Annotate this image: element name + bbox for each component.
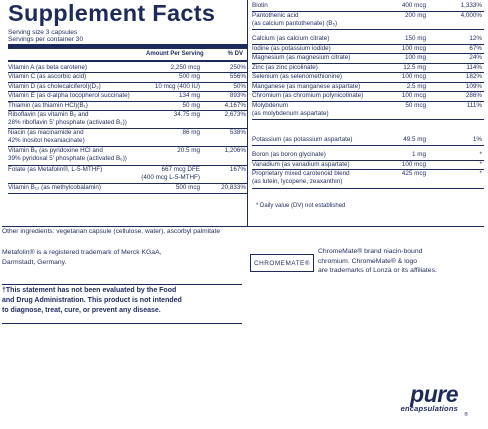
nutrient-dv: 182% — [465, 73, 482, 80]
nutrient-amount: 2.5 mg — [406, 82, 426, 90]
nutrient-name: Potassium (as potassium aspartate) — [252, 136, 353, 143]
supplement-facts-panel — [2, 0, 484, 227]
nutrient-amount: 50 mcg — [405, 101, 426, 109]
nutrient-dv: 50% — [233, 82, 246, 90]
nutrient-dv: 538% — [229, 129, 246, 136]
note-line: are trademarks of Lonza or its affiliates. — [318, 267, 437, 275]
nutrient-row — [252, 45, 484, 55]
nutrient-name: Magnesium (as magnesium citrate) — [252, 54, 351, 61]
nutrient-dv: * — [479, 170, 482, 177]
note-line: chromium. ChromeMate® & logo — [318, 257, 418, 265]
nutrient-row — [8, 83, 248, 93]
nutrient-amount: 400 mcg — [401, 2, 426, 9]
nutrient-row — [252, 12, 484, 30]
nutrient-dv: 556% — [229, 73, 246, 80]
nutrient-row — [8, 129, 248, 147]
nutrient-name: Folate (as Metafolin®, L-5-MTHF) — [8, 165, 103, 173]
nutrient-name: Selenium (as selenomethionine) — [252, 73, 342, 80]
nutrient-row — [252, 54, 484, 64]
nutrient-row — [8, 73, 248, 83]
nutrient-row — [252, 92, 484, 102]
nutrient-dv: 20,833% — [221, 184, 246, 191]
nutrient-name-line2: 28% riboflavin 5' phosphate (activated B₂)) — [8, 119, 127, 127]
fda-disclaimer — [2, 284, 242, 324]
nutrient-amount: 2,250 mcg — [170, 64, 200, 71]
nutrient-dv: * — [479, 151, 482, 158]
nutrient-dv: 67% — [469, 44, 482, 52]
serving-size: Serving size 3 capsules — [8, 29, 78, 36]
facts-right-column — [250, 0, 484, 226]
nutrient-name: Zinc (as zinc picolinate) — [252, 63, 318, 71]
nutrient-row — [8, 147, 248, 166]
nutrient-dv: 1,206% — [224, 147, 246, 154]
dv-footnote: * Daily value (DV) not established — [256, 203, 346, 209]
nutrient-name-line2: (as lutein, lycopene, zeaxanthin) — [252, 178, 343, 186]
brand-name: pure — [410, 381, 458, 407]
nutrient-name: Boron (as boron glycinate) — [252, 151, 326, 158]
nutrient-name: Vitamin B₆ (as pyridoxine HCl and — [8, 147, 103, 154]
nutrient-row — [252, 2, 484, 12]
chromemate-trademark-note — [318, 247, 486, 276]
nutrient-dv: 167% — [229, 165, 246, 173]
nutrient-row — [252, 170, 484, 189]
nutrient-name-line2: 39% pyridoxal 5' phosphate (activated B₆)) — [8, 155, 127, 163]
nutrient-name: Vitamin C (as ascorbic acid) — [8, 73, 87, 80]
nutrient-amount: 86 mg — [182, 129, 200, 136]
nutrient-row — [8, 64, 248, 73]
nutrient-name: Niacin (as niacinamide and — [8, 129, 84, 136]
nutrient-row — [252, 35, 484, 45]
nutrient-row — [252, 161, 484, 171]
note-line: Metafolin® is a registered trademark of Merck KGaA, — [2, 249, 162, 256]
panel-title: Supplement Facts — [8, 0, 216, 26]
nutrient-dv: 114% — [466, 63, 482, 71]
nutrient-amount: 100 mcg — [401, 92, 426, 99]
chromemate-logo — [250, 254, 314, 272]
nutrient-amount: 200 mg — [404, 11, 426, 19]
nutrient-row — [8, 111, 248, 129]
nutrient-amount: 425 mcg — [401, 170, 426, 177]
nutrient-amount: 134 mg — [178, 92, 200, 99]
nutrient-amount: 20.5 mg — [177, 147, 200, 154]
other-ingredients: Other ingredients: vegetarian capsule (cellulose, water), ascorbyl palmitate — [2, 228, 221, 235]
brand-subtitle: encapsulations — [400, 404, 458, 413]
nutrient-amount: 1 mg — [412, 151, 426, 158]
nutrient-dv: 250% — [229, 64, 246, 71]
nutrient-amount: 667 mcg DFE — [161, 165, 200, 173]
dv-header: % DV — [227, 51, 243, 57]
nutrient-amount: 100 mcg — [401, 73, 426, 80]
column-header — [8, 50, 248, 59]
registered-mark: ® — [464, 412, 468, 418]
nutrient-name: Vanadium (as vanadium aspartate) — [252, 160, 350, 168]
nutrient-name-line2: (as calcium pantothenate) (B₅) — [252, 19, 338, 27]
nutrient-name: Vitamin B₁₂ (as methylcobalamin) — [8, 184, 101, 191]
nutrient-amount: 500 mg — [178, 73, 200, 80]
nutrient-amount: 100 mg — [404, 54, 426, 61]
nutrient-name: Iodine (as potassium iodide) — [252, 44, 331, 52]
nutrient-amount: 12.5 mg — [403, 63, 426, 71]
nutrient-name-line2: 42% inositol hexaniacinate) — [8, 137, 85, 145]
note-line: ChromeMate® brand niacin-bound — [318, 248, 423, 255]
nutrient-dv: 1,333% — [460, 2, 482, 9]
nutrient-amount: 34.75 mg — [173, 111, 200, 118]
nutrient-row — [8, 166, 248, 185]
nutrient-amount: 49.5 mg — [403, 136, 426, 143]
nutrient-row — [252, 151, 484, 161]
nutrient-row — [252, 73, 484, 83]
nutrient-amount: 50 mg — [182, 101, 200, 109]
nutrient-dv: 12% — [469, 35, 482, 42]
nutrient-amount: 150 mg — [404, 35, 426, 42]
nutrient-name: Biotin — [252, 2, 268, 9]
nutrient-row — [8, 184, 248, 194]
nutrient-dv: 4,167% — [224, 101, 246, 109]
nutrient-dv: 893% — [229, 92, 246, 99]
metafolin-trademark-note — [2, 248, 242, 267]
disclaimer-line: †This statement has not been evaluated by the Food — [2, 287, 177, 294]
nutrient-name: Molybdenum — [252, 101, 289, 109]
nutrient-name: Pantothenic acid — [252, 11, 299, 19]
nutrient-dv: 24% — [469, 54, 482, 61]
servings-per-container: Servings per container 30 — [8, 36, 84, 43]
nutrient-dv: 286% — [465, 92, 482, 99]
nutrient-name: Proprietary mixed carotenoid blend — [252, 170, 350, 177]
nutrient-name: Chromium (as chromium polynicotinate) — [252, 92, 364, 99]
nutrient-name: Vitamin D (as cholecalciferol)(D₃) — [8, 82, 101, 90]
nutrient-row — [252, 136, 484, 146]
nutrient-row — [252, 102, 484, 120]
nutrient-name: Riboflavin (as vitamin B₂ and — [8, 111, 89, 118]
nutrient-row — [8, 92, 248, 102]
note-line: Darmstadt, Germany. — [2, 258, 67, 266]
nutrient-name: Vitamin A (as beta carotene) — [8, 64, 87, 71]
nutrient-name-line2: (as molybdenum aspartate) — [252, 109, 329, 117]
facts-left-column — [2, 0, 248, 226]
nutrient-amount: 10 mcg (400 IU) — [154, 82, 200, 90]
nutrient-name: Vitamin E (as d-alpha tocopherol succinate) — [8, 92, 130, 99]
nutrient-amount-line2: (400 mcg L-5-MTHF) — [141, 173, 200, 181]
amount-header: Amount Per Serving — [146, 51, 204, 57]
nutrient-name: Thiamin (as thiamin HCl)(B₁) — [8, 101, 88, 109]
nutrient-dv: 111% — [466, 101, 482, 109]
nutrient-amount: 100 mcg — [401, 44, 426, 52]
nutrient-dv: * — [479, 160, 482, 168]
nutrient-amount: 100 mcg — [401, 160, 426, 168]
header-rule — [8, 44, 248, 49]
header-rule-2 — [8, 60, 248, 62]
nutrient-dv: 1% — [472, 136, 482, 143]
disclaimer-line: to diagnose, treat, cure, or prevent any disease. — [2, 306, 161, 314]
nutrient-dv: 4,000% — [460, 11, 482, 19]
disclaimer-line: and Drug Administration. This product is not intended — [2, 296, 182, 304]
chromemate-logo-text: CHROMEMATE® — [254, 259, 310, 267]
nutrient-dv: 2,673% — [224, 111, 246, 118]
nutrient-row — [8, 102, 248, 112]
brand-logo — [401, 383, 458, 413]
nutrient-name: Calcium (as calcium citrate) — [252, 35, 330, 42]
nutrient-amount: 500 mcg — [175, 184, 200, 191]
nutrient-row — [252, 83, 484, 93]
nutrient-row — [252, 64, 484, 74]
nutrient-dv: 109% — [465, 82, 482, 90]
nutrient-name: Manganese (as manganese aspartate) — [252, 82, 361, 90]
